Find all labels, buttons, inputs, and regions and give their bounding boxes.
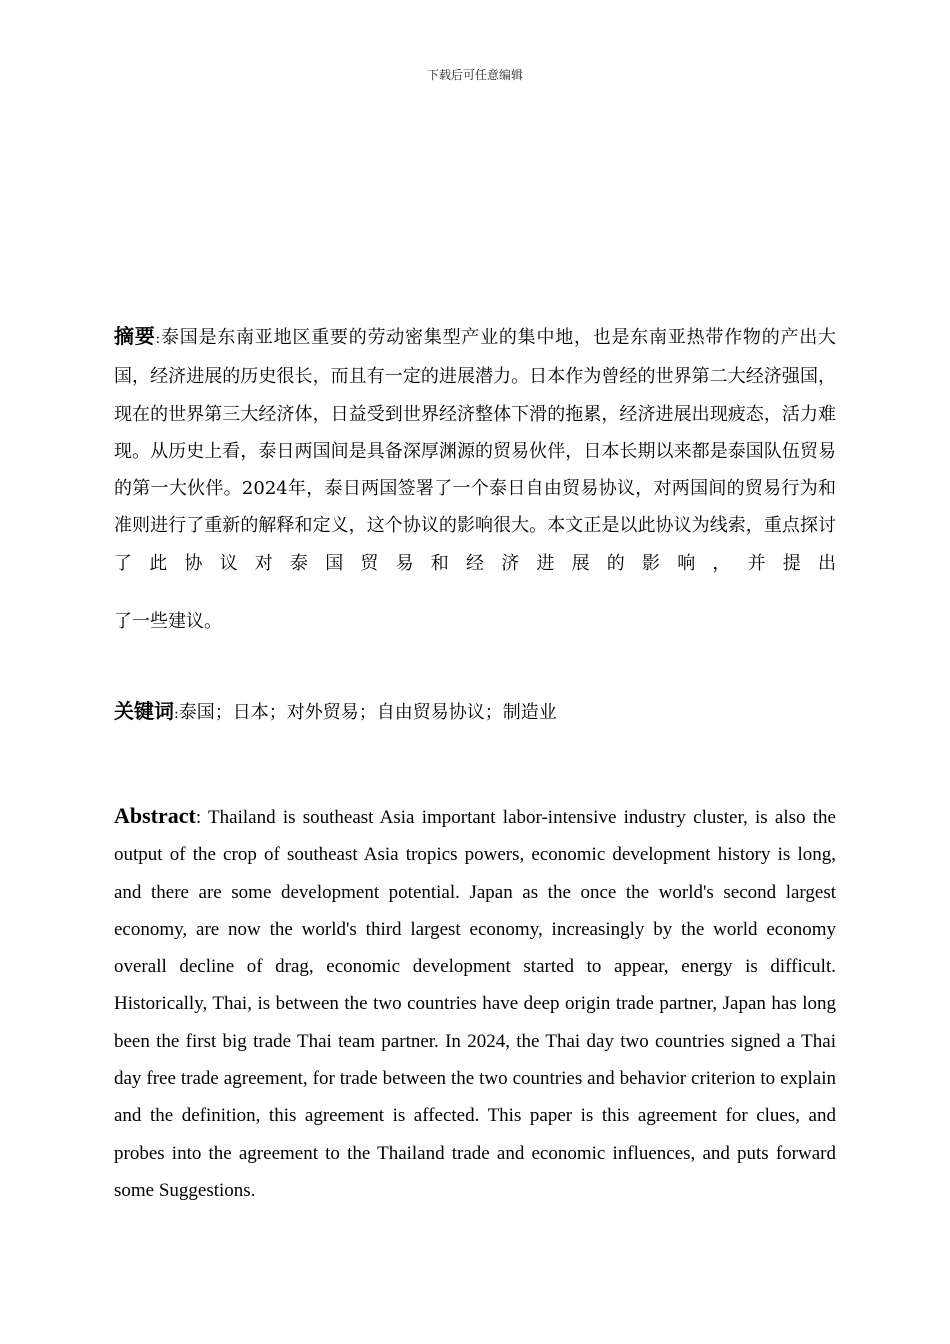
abstract-en-paragraph [114, 797, 836, 1209]
keywords-zh-label: 关键词 [114, 699, 174, 723]
keywords-zh-body: 泰国；日本；对外贸易；自由贸易协议；制造业 [178, 702, 557, 723]
abstract-en-label: Abstract [114, 803, 196, 828]
abstract-zh-tail: 了一些建议。 [114, 611, 222, 632]
abstract-zh-colon: : [155, 331, 161, 347]
abstract-zh-label: 摘要 [114, 324, 156, 348]
keywords-zh-colon: : [174, 706, 179, 722]
abstract-en-body: : Thailand is southeast Asia important labor-intensive industry cluster, is also the output of the crop of southeast Asia tropics powers, economic development history is long, and there are some development potential. Japan as the once the world's second largest economy, are now the world's third largest economy, increasingly by the world economy overall decline of drag, economic development started to appear, energy is difficult. Historically, Thai, is between the two countries have deep origin trade partner, Japan has long been the first big trade Thai team partner. In 2024, the Thai day two countries signed a Thai day free trade agreement, for trade between the two countries and behavior criterion to explain and the definition, this agreement is affected. This paper is this agreement for clues, and probes into the agreement to the Thailand trade and economic influences, and puts forward some Suggestions. [114, 807, 836, 1201]
header-note: 下载后可任意编辑 [426, 68, 523, 82]
abstract-zh-body: 泰国是东南亚地区重要的劳动密集型产业的集中地，也是东南亚热带作物的产出大国，经济进展的历史很长，而且有一定的进展潜力。日本作为曾经的世界第二大经济强国，现在的世界第三大经济体，日益受到世界经济整体下滑的拖累，经济进展出现疲态，活力难现。从历史上看，泰日两国间是具备深厚渊源的贸易伙伴，日本长期以来都是泰国队伍贸易的第一大伙伴。2024年，泰日两国签署了一个泰日自由贸易协议，对两国间的贸易行为和准则进行了重新的解释和定义，这个协议的影响很大。本文正是以此协议为线索，重点探讨了此协议对泰国贸易和经济进展的影响，并提出 [114, 327, 837, 574]
keywords-zh [114, 696, 557, 729]
abstract-zh-paragraph [114, 318, 836, 582]
